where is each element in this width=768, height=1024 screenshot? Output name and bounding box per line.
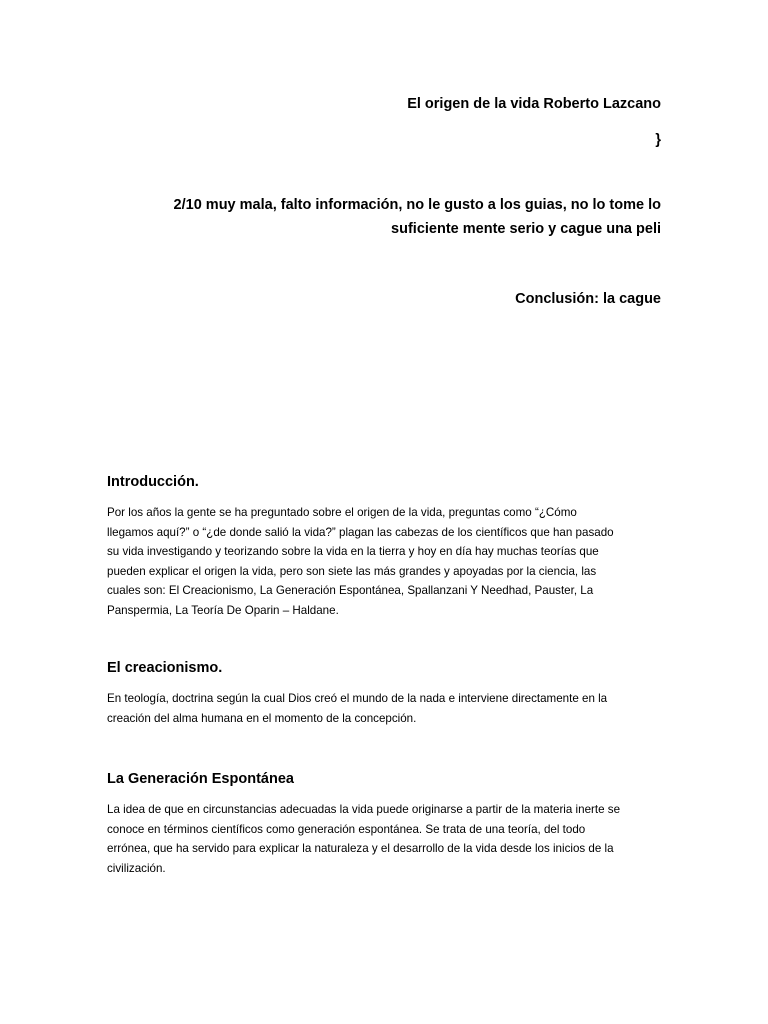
section-paragraph — [107, 503, 667, 621]
section-generacion-espontanea — [107, 769, 667, 878]
paragraph-line: civilización. — [107, 861, 166, 875]
paragraph-line: La idea de que en circunstancias adecuadas la vida puede originarse a partir de la materia inerte se — [107, 803, 621, 816]
section-paragraph — [107, 689, 667, 728]
section-heading: El creacionismo. — [107, 660, 223, 676]
paragraph-line: errónea, que ha servido para explicar la naturaleza y el desarrollo de la vida desde los inicios de la — [107, 842, 614, 856]
paragraph-line: llegamos aquí?” o “¿de donde salió la vida?” plagan las cabezas de los científicos que han pasado — [107, 525, 614, 539]
paragraph-line: pueden explicar el origen la vida, pero son siete las más grandes y apoyadas por la ciencia, las — [107, 564, 597, 578]
section-heading: Introducción. — [107, 474, 199, 490]
review-line-2: suficiente mente serio y cague una peli — [391, 221, 661, 237]
review-line-1: 2/10 muy mala, falto información, no le gusto a los guias, no lo tome lo — [173, 197, 661, 213]
document-title: El origen de la vida Roberto Lazcano — [407, 96, 661, 112]
review-text — [174, 193, 661, 241]
paragraph-line: Panspermia, La Teoría De Oparin – Haldane. — [107, 603, 339, 617]
paragraph-line: creación del alma humana en el momento de la concepción. — [107, 711, 417, 725]
paragraph-line: cuales son: El Creacionismo, La Generación Espontánea, Spallanzani Y Needhad, Pauster, La — [107, 584, 594, 598]
closing-brace: } — [655, 132, 661, 148]
paragraph-line: su vida investigando y teorizando sobre la vida en la tierra y hoy en día hay muchas teorías que — [107, 545, 599, 559]
conclusion-text: Conclusión: la cague — [515, 291, 661, 307]
section-paragraph — [107, 800, 667, 878]
paragraph-line: Por los años la gente se ha preguntado sobre el origen de la vida, preguntas como “¿Cómo — [107, 506, 577, 519]
section-introduccion — [107, 472, 667, 621]
paragraph-line: conoce en términos científicos como generación espontánea. Se trata de una teoría, del todo — [107, 822, 586, 836]
section-heading: La Generación Espontánea — [107, 771, 294, 787]
paragraph-line: En teología, doctrina según la cual Dios creó el mundo de la nada e interviene directamente en la — [107, 692, 608, 705]
section-creacionismo — [107, 658, 667, 728]
